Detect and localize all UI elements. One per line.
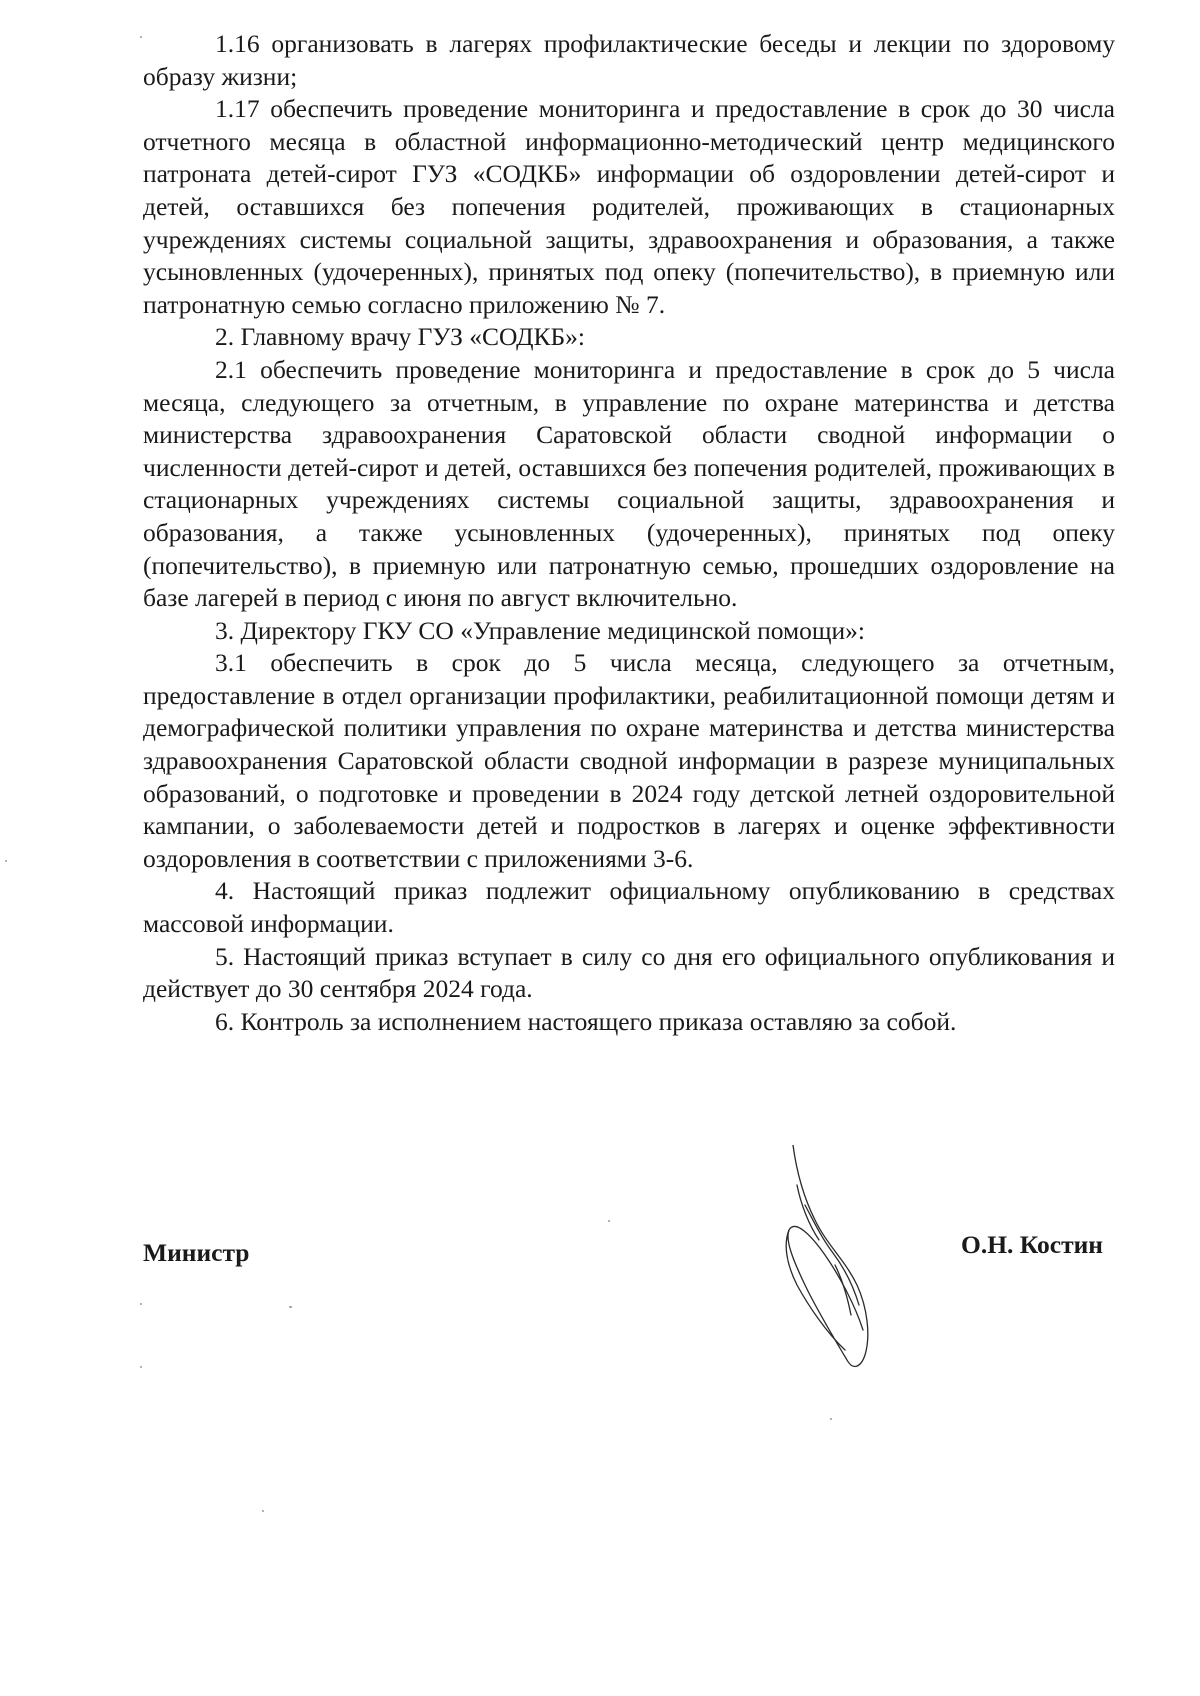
paragraph-1-16: 1.16 организовать в лагерях профилактические беседы и лекции по здоровому образу жизни;	[143, 29, 1115, 91]
signatory-name: О.Н. Костин	[961, 1230, 1103, 1259]
signatory-title: Министр	[143, 1238, 250, 1267]
scan-speck	[830, 1418, 832, 1420]
paragraph-3-1: 3.1 обеспечить в срок до 5 числа месяца, следующего за отчетным, предоставление в отдел организации профилактики, реабилитационной помощи детям и демографической политики управления по охране материнства и детства министерства здравоохранения Саратовской области сводной информации в разрезе муниципальных образований, о подготовке и проведении в 2024 году детской летней оздоровительной кампании, о заболеваемости детей и подростков в лагерях и оценке эффективности оздоровления в соответствии с приложениями 3-6.	[143, 648, 1115, 873]
paragraph-2: 2. Главному врачу ГУЗ «СОДКБ»:	[215, 322, 586, 352]
paragraph-5: 5. Настоящий приказ вступает в силу со дня его официального опубликования и действует до 30 сентября 2024 года.	[143, 941, 1115, 1004]
document-body	[143, 28, 1115, 1038]
signature-block	[143, 1230, 1103, 1270]
paragraph-1-17: 1.17 обеспечить проведение мониторинга и предоставление в срок до 30 числа отчетного месяца в областной информационно-методический центр медицинского патроната детей-сирот ГУЗ «СОДКБ» информации об оздоровлении детей-сирот и детей, оставшихся без попечения родителей, проживающих в стационарных учреждениях системы социальной защиты, здравоохранения и образования, а также усыновленных (удочеренных), принятых под опеку (попечительство), в приемную или патронатную семью согласно приложению № 7.	[143, 94, 1115, 319]
scan-speck	[608, 1220, 610, 1222]
paragraph-2-1: 2.1 обеспечить проведение мониторинга и предоставление в срок до 5 числа месяца, следующего за отчетным, в управление по охране материнства и детства министерства здравоохранения Саратовской области сводной информации о численности детей-сирот и детей, оставшихся без попечения родителей, проживающих в стационарных учреждениях системы социальной защиты, здравоохранения и образования, а также усыновленных (удочеренных), принятых под опеку (попечительство), в приемную или патронатную семью, прошедших оздоровление на базе лагерей в период с июня по август включительно.	[143, 354, 1115, 613]
scan-speck	[289, 1306, 292, 1308]
scan-speck	[5, 860, 7, 862]
handwritten-signature	[775, 1145, 895, 1375]
paragraph-6: 6. Контроль за исполнением настоящего приказа оставляю за собой.	[215, 1006, 957, 1036]
paragraph-4: 4. Настоящий приказ подлежит официальному опубликованию в средствах массовой информации.	[143, 876, 1115, 939]
scan-speck	[262, 1510, 264, 1512]
paragraph-3: 3. Директору ГКУ СО «Управление медицинской помощи»:	[215, 615, 866, 645]
scan-speck	[140, 36, 142, 38]
scan-speck	[140, 1366, 142, 1368]
scan-speck	[140, 1303, 142, 1305]
